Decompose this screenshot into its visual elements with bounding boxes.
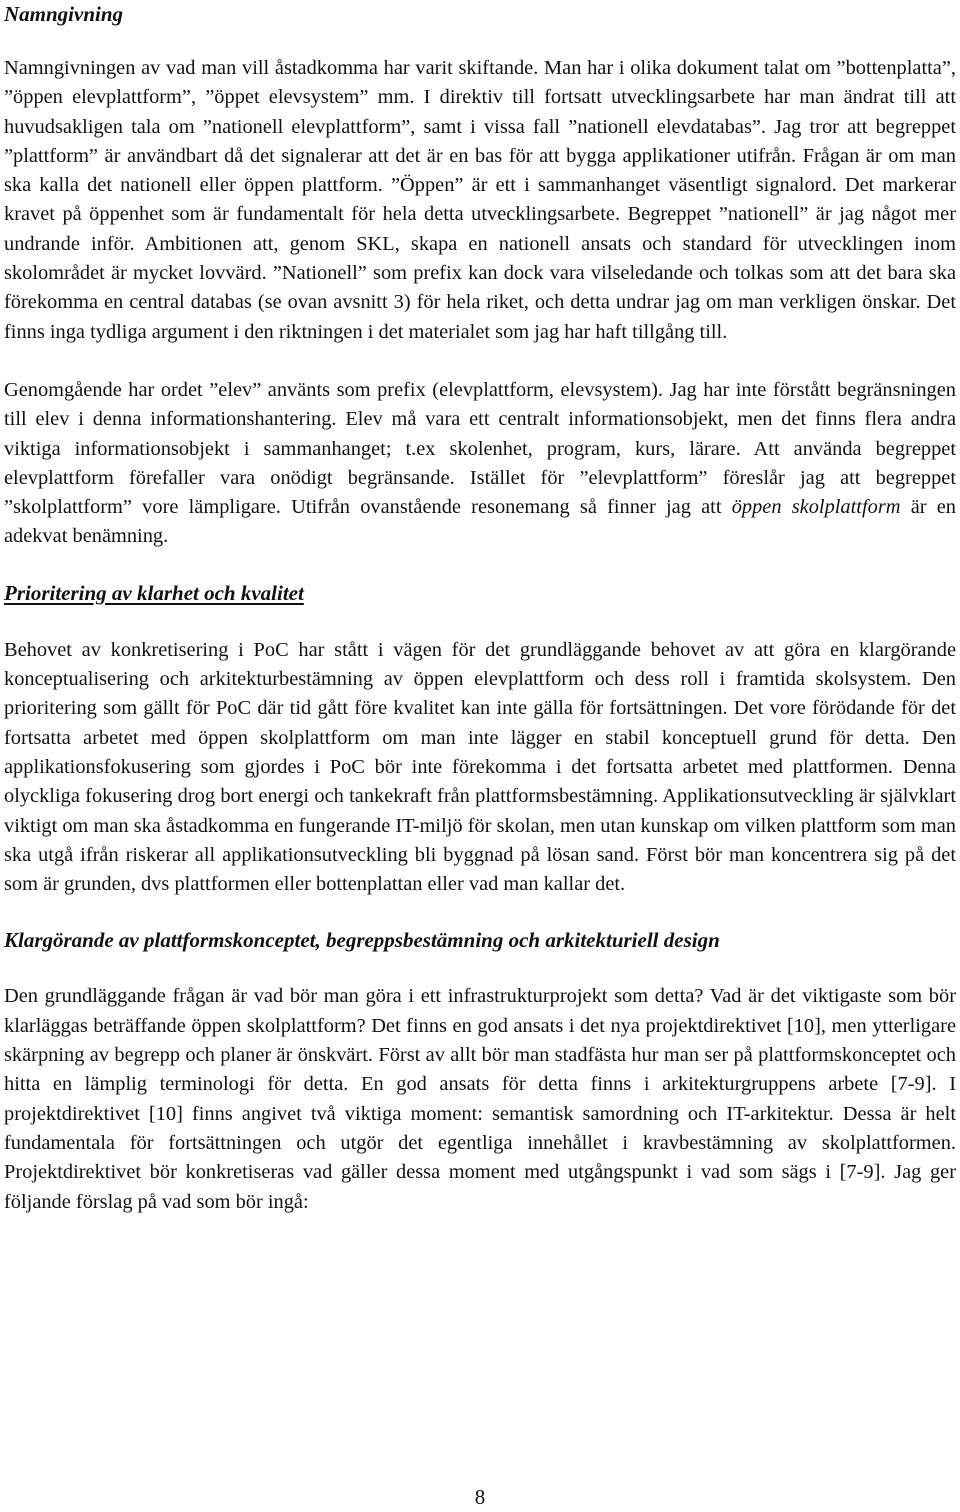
paragraph-text: är en adekvat benämning. xyxy=(4,496,956,548)
document-page xyxy=(4,0,956,1217)
section-heading-klargorande: Klargörande av plattformskonceptet, begreppsbestämning och arkitekturiell design xyxy=(4,928,720,953)
paragraph-klargorande-1 xyxy=(4,982,956,1216)
paragraph-namngivning-1 xyxy=(4,54,956,347)
paragraph-text: Namngivningen av vad man vill åstadkomma har varit skiftande. Man har i olika dokument talat om ”bottenplatta”, ”öppen elevplattform”, ”öppet elevsystem” mm. I direktiv till fortsatt utvecklingsarbete har man ändrat till att huvudsakligen tala om ”nationell elevplattform”, samt i vissa fall ”nationell elevdatabas”. Jag tror att begreppet ”plattform” är användbart då det signalerar att det är en bas för att bygga applikationer utifrån. Frågan är om man ska kalla det nationell eller öppen plattform. ”Öppen” är ett i sammanhanget väsentligt signalord. Det markerar kravet på öppenhet som är fundamentalt för hela detta utvecklingsarbete. Begreppet ”nationell” är jag något mer undrande inför. Ambitionen att, genom SKL, skapa en nationell ansats och standard för utvecklingen inom skolområdet är mycket lovvärd. ”Nationell” som prefix kan dock vara vilseledande och tolkas som att det bara ska förekomma en central databas (se ovan avsnitt 3) för hela riket, och detta undrar jag om man verkligen önskar. Det finns inga tydliga argument i den riktningen i det materialet som jag har haft tillgång till. xyxy=(4,57,956,343)
paragraph-text: Behovet av konkretisering i PoC har stått i vägen för det grundläggande behovet av att göra en klargörande konceptualisering och arkitekturbestämning av öppen elevplattform och dess roll i framtida skolsystem. Den prioritering som gällt för PoC där tid gått före kvalitet kan inte gälla för fortsättningen. Det vore förödande för det fortsatta arbetet med öppen skolplattform om man inte lägger en stabil konceptuell grund för detta. Den applikationsfokusering som gjordes i PoC bör inte förekomma i det fortsatta arbetet med plattformen. Denna olyckliga fokusering drog bort energi och tankekraft från plattformsbestämning. Applikationsutveckling är självklart viktigt om man ska åstadkomma en fungerande IT-miljö för skolan, men utan kunskap om vilken plattform som man ska utgå ifrån riskerar all applikationsutveckling bli byggnad på lösan sand. Först bör man koncentrera sig på det som är grunden, dvs plattformen eller bottenplattan eller vad man kallar det. xyxy=(4,638,956,896)
emphasized-term: öppen skolplattform xyxy=(731,496,901,519)
paragraph-text: Den grundläggande frågan är vad bör man göra i ett infrastrukturprojekt som detta? Vad är det viktigaste som bör klarläggas beträffande öppen skolplattform? Det finns en god ansats i det nya projektdirektivet [10], men ytterligare skärpning av begrepp och planer är önskvärt. Först av allt bör man stadfästa hur man ser på plattformskonceptet och hitta en lämplig terminologi för detta. En god ansats för detta finns i arkitekturgruppens arbete [7-9]. I projektdirektivet [10] finns angivet två viktiga moment: semantisk samordning och IT-arkitektur. Dessa är helt fundamentala för fortsättningen och utgör det egentliga innehållet i kravbestämning av skolplattformen. Projektdirektivet bör konkretiseras vad gäller dessa moment med utgångspunkt i vad som sägs i [7-9]. Jag ger följande förslag på vad som bör ingå: xyxy=(4,985,956,1213)
paragraph-namngivning-2 xyxy=(4,376,956,552)
section-heading-namngivning: Namngivning xyxy=(4,2,124,26)
paragraph-prioritering-1 xyxy=(4,636,956,900)
paragraph-text: Genomgående har ordet ”elev” använts som prefix (elevplattform, elevsystem). Jag har inte förstått begränsningen till elev i denna informationshantering. Elev må vara ett centralt informationsobjekt, men det finns flera andra viktiga informationsobjekt i sammanhanget; t.ex skolenhet, program, kurs, lärare. Att använda begreppet elevplattform förefaller vara onödigt begränsande. Istället för ”elevplattform” föreslår jag att begreppet ”skolplattform” vore lämpligare. Utifrån ovanstående resonemang så finner jag att xyxy=(4,378,956,519)
section-heading-prioritering: Prioritering av klarhet och kvalitet xyxy=(4,580,304,605)
page-number: 8 xyxy=(474,1485,486,1509)
